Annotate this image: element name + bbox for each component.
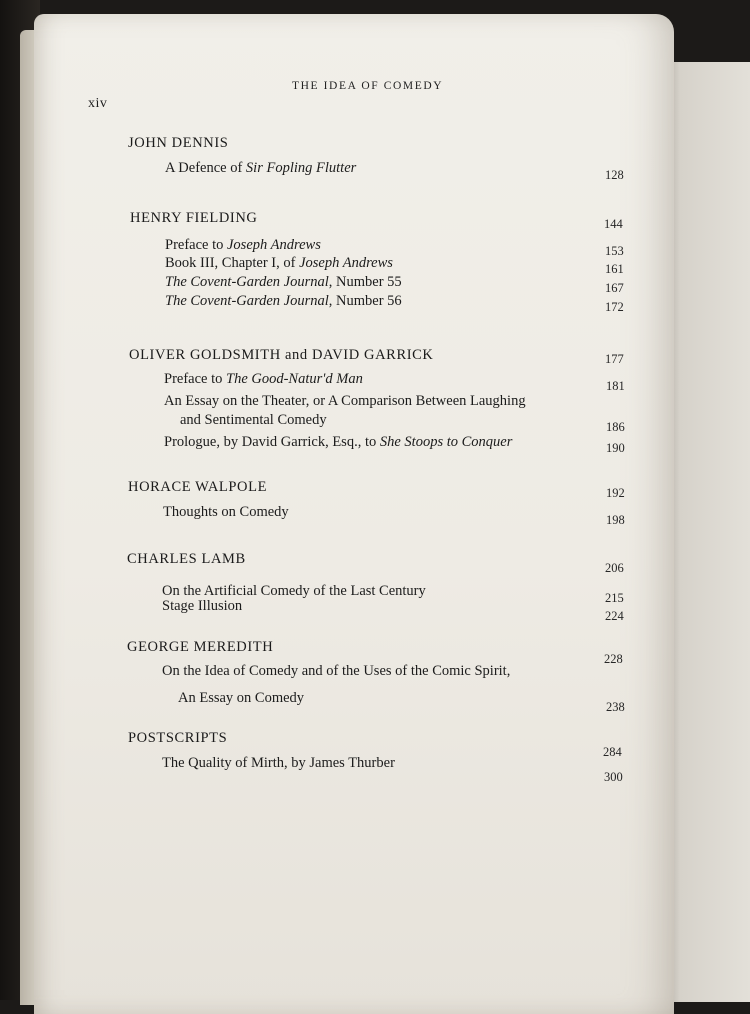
toc-entry [164,393,526,410]
entry-text: Book III, Chapter I, of [165,255,300,271]
entry-page-number: 224 [605,609,624,623]
author-page-number: 144 [604,217,623,231]
toc-entry [164,434,512,451]
running-head: THE IDEA OF COMEDY [292,80,444,92]
entry-text: A Defence of [165,160,246,176]
entry-title-italic: Sir Fopling Flutter [245,160,357,176]
entry-text: , Number 56 [328,293,402,309]
entry-page-number: 128 [605,168,624,182]
entry-title-italic: She Stoops to Conquer [379,434,513,450]
author-page-number: 192 [606,486,625,500]
author-heading-george-meredith: GEORGE MEREDITH [127,639,274,655]
entry-page-number: 198 [606,513,625,527]
entry-page-number: 215 [605,591,624,605]
author-heading-oliver-goldsmith-and-david-garrick: OLIVER GOLDSMITH and DAVID GARRICK [129,347,434,363]
entry-text: Preface to [165,237,227,253]
entry-text: On the Artificial Comedy of the Last Century [162,583,426,599]
author-heading-henry-fielding: HENRY FIELDING [130,210,258,226]
entry-page-number: 238 [606,700,625,714]
entry-page-number: 161 [605,262,624,276]
entry-page-number: 172 [605,300,624,314]
entry-text: An Essay on the Theater, or A Comparison Between Laughing [164,393,526,409]
entry-text: , Number 55 [328,274,402,290]
entry-page-number: 186 [606,420,625,434]
author-page-number: 228 [604,652,623,666]
toc-entry [165,237,321,254]
entry-title-italic: The Good-Natur'd Man [226,371,363,387]
entry-text: Preface to [164,371,226,387]
author-page-number: 284 [603,745,622,759]
entry-text: On the Idea of Comedy and of the Uses of the Comic Spirit, [162,663,511,679]
toc-entry [165,293,402,310]
folio-number: xiv [88,96,108,111]
toc-entry [178,690,304,707]
author-heading-charles-lamb: CHARLES LAMB [127,551,246,567]
entry-title-italic: Joseph Andrews [299,255,393,271]
author-page-number: 206 [605,561,624,575]
entry-page-number: 153 [605,244,624,258]
toc-entry [162,598,242,615]
entry-text: The Quality of Mirth, by James Thurber [162,755,395,771]
entry-text: An Essay on Comedy [178,690,305,706]
entry-text: and Sentimental Comedy [180,412,327,428]
toc-entry [163,504,289,521]
entry-text: Prologue, by David Garrick, Esq., to [164,434,380,450]
toc-entry [165,274,402,291]
author-heading-horace-walpole: HORACE WALPOLE [128,479,268,495]
toc-entry [165,255,393,272]
entry-page-number: 190 [606,441,625,455]
entry-page-number: 181 [606,379,625,393]
entry-text: Thoughts on Comedy [163,504,289,520]
toc-entry [162,663,510,680]
entry-page-number: 167 [605,281,624,295]
toc-entry [165,160,356,177]
author-heading-postscripts: POSTSCRIPTS [128,730,228,746]
toc-entry [164,371,363,388]
author-page-number: 177 [605,352,624,366]
entry-title-italic: The Covent-Garden Journal [165,274,329,290]
entry-title-italic: Joseph Andrews [227,237,321,253]
author-heading-john-dennis: JOHN DENNIS [128,135,229,151]
entry-text: Stage Illusion [162,598,243,614]
entry-title-italic: The Covent-Garden Journal [165,293,329,309]
toc-entry [180,412,327,429]
entry-page-number: 300 [604,770,623,784]
toc-entry [162,755,395,772]
